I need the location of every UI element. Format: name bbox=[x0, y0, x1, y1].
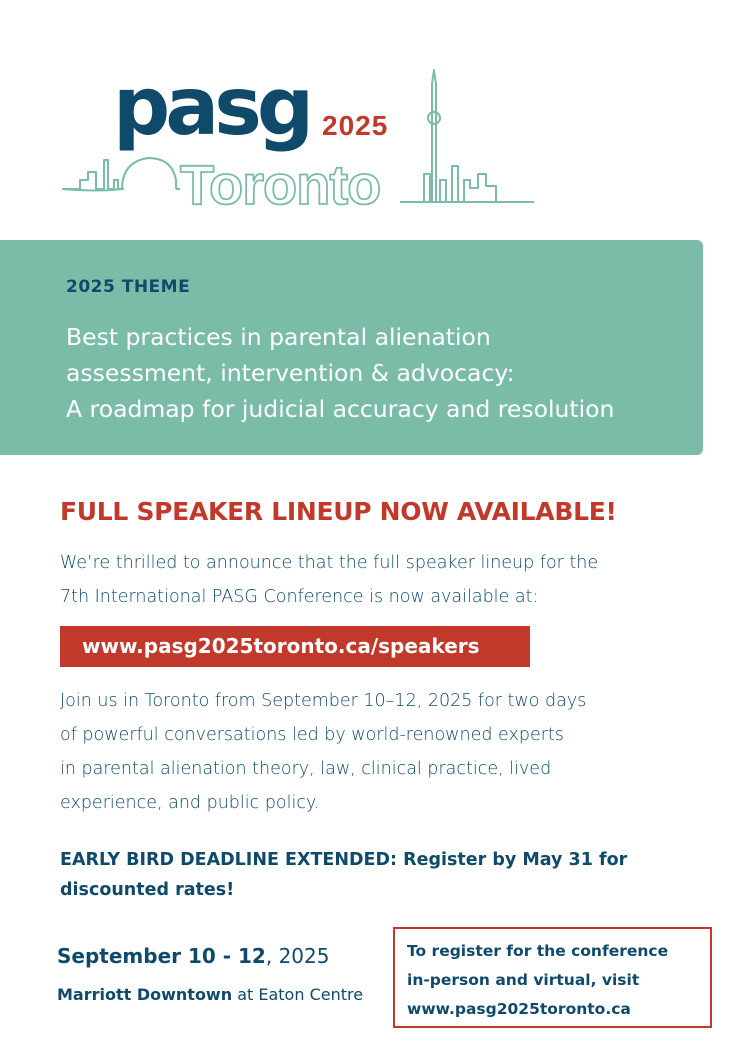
early-bird-line: discounted rates! bbox=[60, 880, 235, 900]
join-line: Join us in Toronto from September 10–12, 2025 for two days bbox=[60, 691, 587, 711]
event-dates-year: , 2025 bbox=[265, 944, 330, 968]
event-dates-bold: September 10 - 12 bbox=[57, 944, 266, 968]
pasg-toronto-logo bbox=[60, 62, 540, 212]
theme-label: 2025 THEME bbox=[66, 277, 191, 297]
intro-line: We’re thrilled to announce that the full speaker lineup for the bbox=[60, 553, 599, 573]
join-paragraph bbox=[60, 684, 680, 820]
early-bird-line: EARLY BIRD DEADLINE EXTENDED: Register by May 31 for bbox=[60, 850, 628, 870]
logo-city: Toronto bbox=[180, 153, 381, 212]
speakers-link[interactable]: www.pasg2025toronto.ca/speakers bbox=[60, 626, 530, 667]
theme-line: A roadmap for judicial accuracy and resolution bbox=[66, 395, 615, 423]
event-venue-rest: at Eaton Centre bbox=[232, 985, 364, 1004]
register-line: in-person and virtual, visit bbox=[407, 971, 640, 989]
intro-line: 7th International PASG Conference is now available at: bbox=[60, 587, 539, 607]
register-box bbox=[393, 927, 712, 1028]
early-bird-notice bbox=[60, 845, 680, 905]
event-venue bbox=[57, 985, 363, 1004]
join-line: of powerful conversations led by world-renowned experts bbox=[60, 725, 564, 745]
intro-paragraph bbox=[60, 546, 700, 614]
join-line: in parental alienation theory, law, clinical practice, lived bbox=[60, 759, 552, 779]
register-line: To register for the conference bbox=[407, 942, 669, 960]
join-line: experience, and public policy. bbox=[60, 793, 320, 813]
theme-line: Best practices in parental alienation bbox=[66, 323, 491, 351]
logo-wordmark: pasg bbox=[113, 60, 310, 153]
logo-year: 2025 bbox=[322, 110, 389, 141]
announcement-headline: FULL SPEAKER LINEUP NOW AVAILABLE! bbox=[60, 497, 617, 526]
event-dates bbox=[57, 944, 329, 968]
event-venue-bold: Marriott Downtown bbox=[57, 985, 233, 1004]
theme-text bbox=[66, 319, 696, 427]
register-url[interactable]: www.pasg2025toronto.ca bbox=[407, 1000, 631, 1018]
theme-line: assessment, intervention & advocacy: bbox=[66, 359, 515, 387]
